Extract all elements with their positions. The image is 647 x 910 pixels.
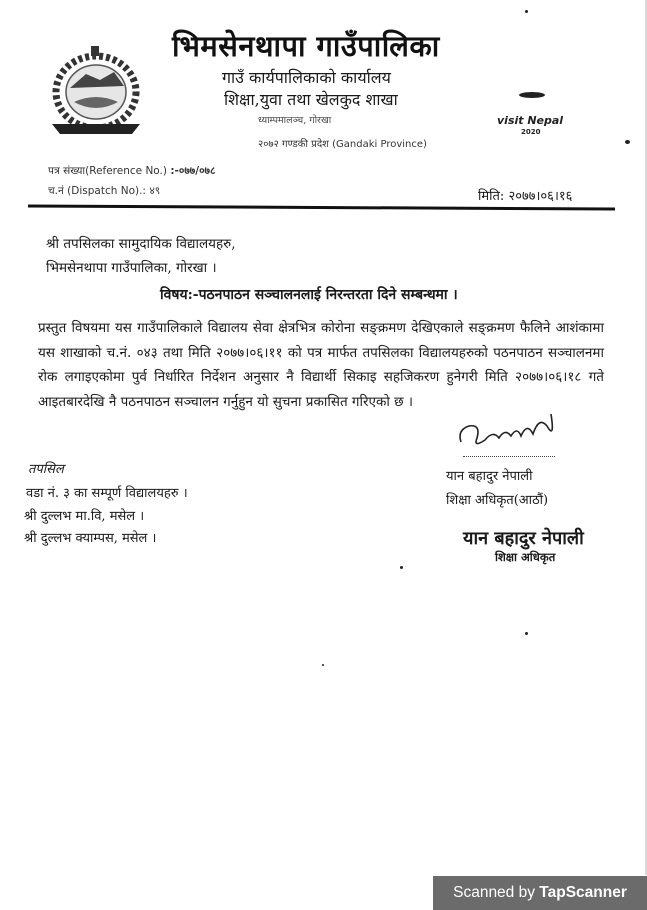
letter-subject: विषय:-पठनपाठन सञ्चालनलाई निरन्तरता दिने सम्बन्धमा ।	[160, 287, 458, 303]
nepal-emblem-icon	[44, 44, 148, 136]
tapsil-item: वडा नं. ३ का सम्पूर्ण विद्यालयहरु ।	[26, 486, 188, 501]
dispatch-value: ४९	[149, 185, 161, 197]
municipality-title: भिमसेनथापा गाउँपालिका	[172, 29, 440, 63]
letter-body: प्रस्तुत विषयमा यस गाउँपालिकाले विद्यालय सेवा क्षेत्रभित्र कोरोना सङ्क्रमण देखिएकाले सङ्क्रमण फैलिने आशंकामा यस शाखाको च.नं. ०४३ तथा मिति २०७७।०६।११ को पत्र मार्फत तपसिलका विद्यालयहरुको पठनपाठन सञ्चालनमा रोक लगाइएकोमा पुर्व निर्धारित निर्देशन अनुसार नै विद्यार्थी सिकाइ सहजिकरण हुनेगरी मिति २०७७।०६।१८ गते आइतबारदेखि नै पठनपाठन सञ्चालन गर्नुहुन यो सुचना प्रकासित गरिएको छ ।	[38, 320, 604, 410]
office-name: गाउँ कार्यपालिकाको कार्यालय	[222, 68, 391, 87]
date-label: मिति:	[478, 189, 505, 204]
watermark-brand: TapScanner	[539, 884, 627, 901]
scan-speck	[400, 566, 403, 569]
scan-speck	[322, 664, 324, 666]
scan-speck	[525, 632, 528, 635]
stamp-title: शिक्षा अधिकृत	[495, 550, 556, 564]
date-value: २०७७।०६।१६	[508, 189, 573, 204]
signatory-name: यान बहादुर नेपाली	[446, 469, 533, 484]
visit-nepal-text: visit Nepal	[497, 114, 564, 127]
province-line: २०७२ गण्डकी प्रदेश (Gandaki Province)	[258, 139, 427, 150]
tapsil-heading: तपसिल	[28, 462, 64, 477]
letter-date	[478, 186, 572, 204]
dispatch-number	[48, 184, 160, 198]
signatory-title: शिक्षा अधिकृत(आठौं)	[446, 493, 549, 508]
reference-label: पत्र संख्या(Reference No.)	[48, 165, 167, 177]
addressee-line-2: भिमसेनथापा गाउँपालिका, गोरखा ।	[46, 260, 217, 276]
tapsil-item: श्री दुल्लभ मा.वि, मसेल ।	[24, 509, 145, 524]
scan-speck	[525, 10, 528, 13]
branch-name: शिक्षा,युवा तथा खेलकुद शाखा	[224, 90, 398, 109]
watermark-prefix: Scanned by	[453, 884, 535, 901]
reference-number	[48, 164, 215, 178]
scanner-watermark	[433, 876, 647, 910]
hat-icon	[519, 92, 545, 98]
dispatch-label: च.नं (Dispatch No).:	[48, 185, 146, 197]
office-location: ध्याम्पमालञ्च, गोरखा	[258, 115, 332, 126]
scan-speck	[625, 140, 630, 144]
signature-icon	[455, 412, 565, 454]
reference-value: :-०७७/०७८	[170, 165, 216, 177]
visit-nepal-logo	[497, 90, 582, 142]
header-divider	[28, 204, 615, 210]
visit-nepal-year: 2020	[521, 128, 541, 136]
addressee-line-1: श्री तपसिलका सामुदायिक विद्यालयहरु,	[46, 236, 236, 252]
stamp-name: यान बहादुर नेपाली	[463, 528, 584, 549]
tapsil-item: श्री दुल्लभ क्याम्पस, मसेल ।	[24, 531, 157, 546]
signature-line	[463, 456, 555, 457]
